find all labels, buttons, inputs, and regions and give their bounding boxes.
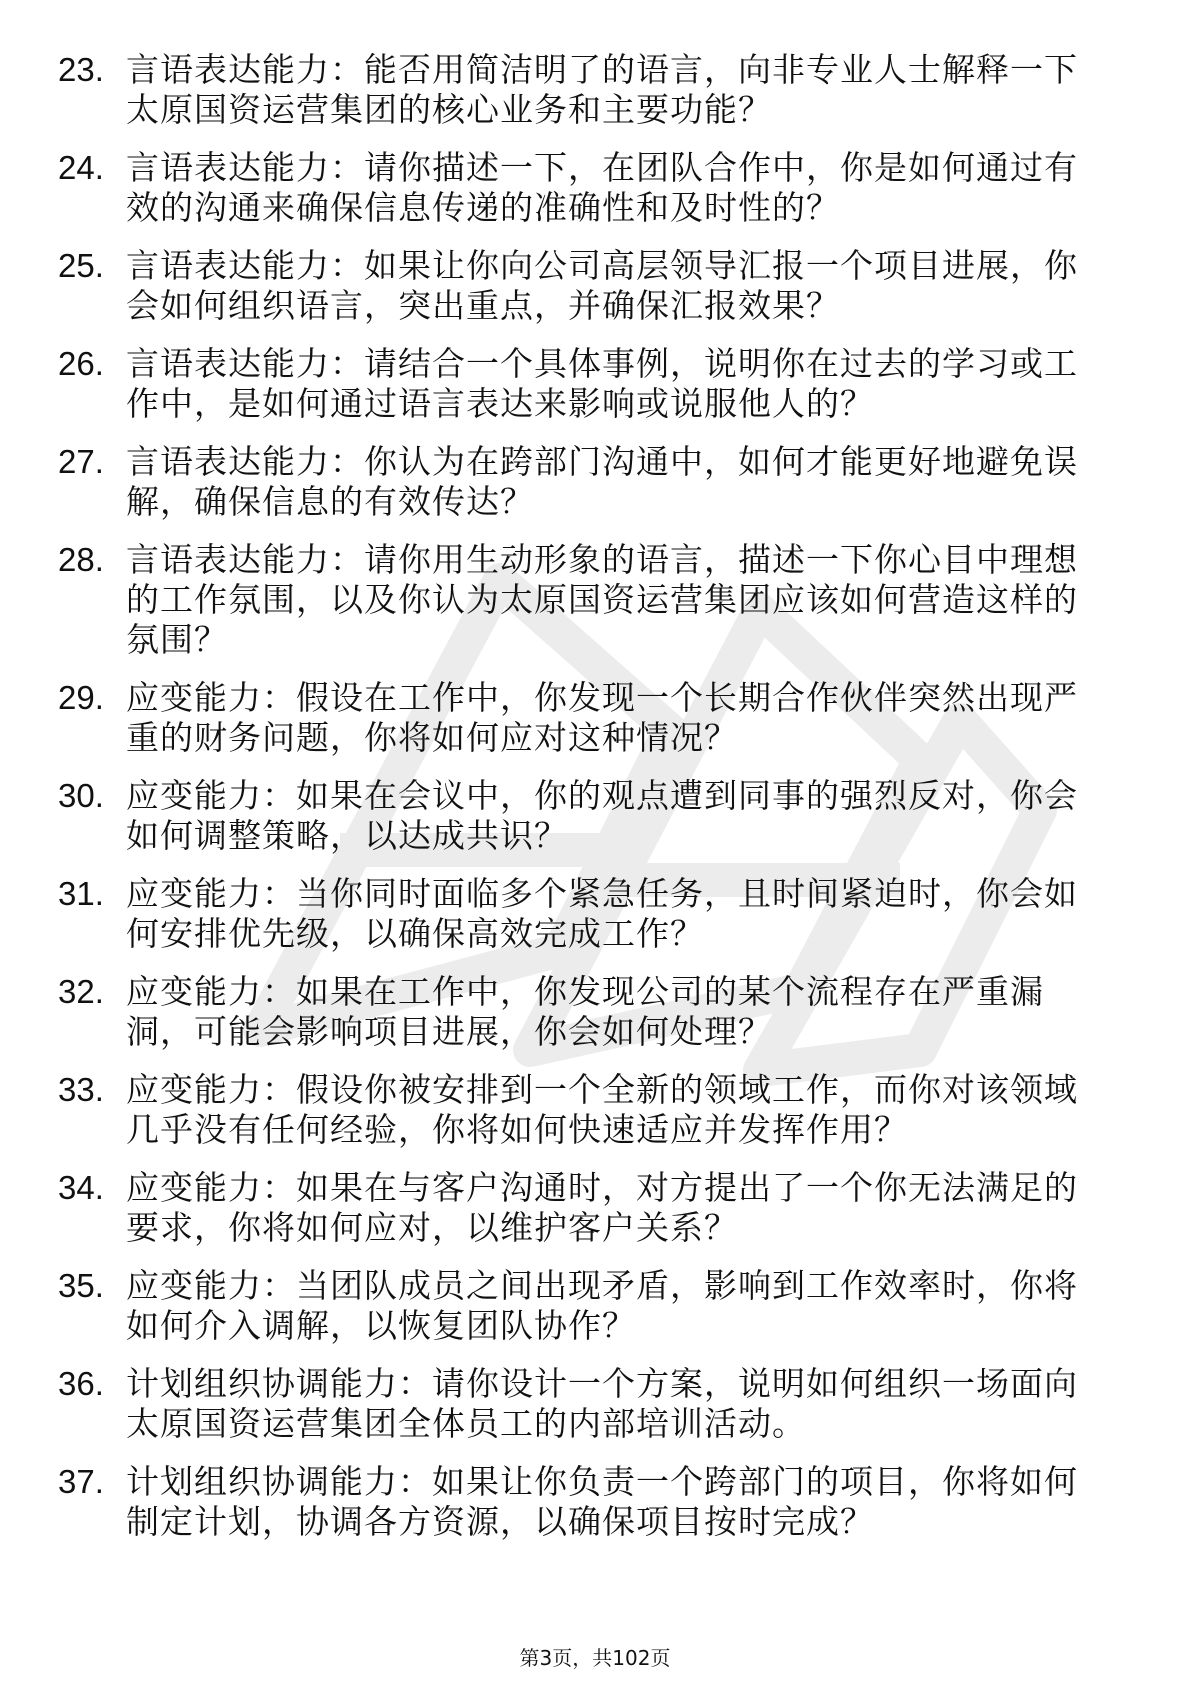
question-item bbox=[0, 50, 1190, 130]
question-item bbox=[0, 972, 1190, 1052]
question-number: 33. bbox=[58, 1071, 104, 1108]
question-text: 应变能力：如果在与客户沟通时，对方提出了一个你无法满足的要求，你将如何应对，以维护客户关系？ bbox=[126, 1168, 1078, 1247]
question-item bbox=[0, 1070, 1190, 1150]
question-item bbox=[0, 678, 1190, 758]
question-text: 应变能力：如果在会议中，你的观点遭到同事的强烈反对，你会如何调整策略，以达成共识？ bbox=[126, 776, 1078, 855]
question-item bbox=[0, 1168, 1190, 1248]
question-text: 计划组织协调能力：请你设计一个方案，说明如何组织一场面向太原国资运营集团全体员工的内部培训活动。 bbox=[126, 1364, 1078, 1443]
question-text: 计划组织协调能力：如果让你负责一个跨部门的项目，你将如何制定计划，协调各方资源，以确保项目按时完成？ bbox=[126, 1462, 1078, 1541]
question-item bbox=[0, 246, 1190, 326]
question-number: 35. bbox=[58, 1267, 104, 1304]
question-text: 应变能力：假设你被安排到一个全新的领域工作，而你对该领域几乎没有任何经验，你将如何快速适应并发挥作用？ bbox=[126, 1070, 1078, 1149]
question-item bbox=[0, 1266, 1190, 1346]
question-text: 言语表达能力：如果让你向公司高层领导汇报一个项目进展，你会如何组织语言，突出重点，并确保汇报效果？ bbox=[126, 246, 1078, 325]
question-item bbox=[0, 1364, 1190, 1444]
question-number: 27. bbox=[58, 443, 104, 480]
question-text: 应变能力：如果在工作中，你发现公司的某个流程存在严重漏洞，可能会影响项目进展，你会如何处理？ bbox=[126, 972, 1044, 1051]
question-text: 言语表达能力：请你描述一下，在团队合作中，你是如何通过有效的沟通来确保信息传递的准确性和及时性的？ bbox=[126, 148, 1078, 227]
question-list bbox=[0, 50, 1190, 1560]
question-number: 25. bbox=[58, 247, 104, 284]
question-number: 23. bbox=[58, 51, 104, 88]
question-number: 24. bbox=[58, 149, 104, 186]
page-footer: 第3页，共102页 bbox=[519, 1646, 671, 1670]
question-text: 应变能力：当你同时面临多个紧急任务，且时间紧迫时，你会如何安排优先级，以确保高效完成工作？ bbox=[126, 874, 1078, 953]
question-text: 言语表达能力：请结合一个具体事例，说明你在过去的学习或工作中，是如何通过语言表达来影响或说服他人的？ bbox=[126, 344, 1078, 423]
question-number: 34. bbox=[58, 1169, 104, 1206]
question-number: 26. bbox=[58, 345, 104, 382]
question-number: 32. bbox=[58, 973, 104, 1010]
question-item bbox=[0, 540, 1190, 660]
question-text: 言语表达能力：请你用生动形象的语言，描述一下你心目中理想的工作氛围，以及你认为太原国资运营集团应该如何营造这样的氛围？ bbox=[126, 540, 1078, 659]
question-item bbox=[0, 1462, 1190, 1542]
question-text: 言语表达能力：能否用简洁明了的语言，向非专业人士解释一下太原国资运营集团的核心业务和主要功能？ bbox=[126, 50, 1078, 129]
question-number: 30. bbox=[58, 777, 104, 814]
question-item bbox=[0, 874, 1190, 954]
question-number: 37. bbox=[58, 1463, 104, 1500]
question-text: 应变能力：假设在工作中，你发现一个长期合作伙伴突然出现严重的财务问题，你将如何应对这种情况？ bbox=[126, 678, 1078, 757]
question-number: 31. bbox=[58, 875, 104, 912]
question-text: 言语表达能力：你认为在跨部门沟通中，如何才能更好地避免误解，确保信息的有效传达？ bbox=[126, 442, 1078, 521]
question-number: 29. bbox=[58, 679, 104, 716]
question-item bbox=[0, 442, 1190, 522]
question-item bbox=[0, 776, 1190, 856]
question-text: 应变能力：当团队成员之间出现矛盾，影响到工作效率时，你将如何介入调解，以恢复团队协作？ bbox=[126, 1266, 1078, 1345]
question-number: 28. bbox=[58, 541, 104, 578]
question-item bbox=[0, 148, 1190, 228]
question-number: 36. bbox=[58, 1365, 104, 1402]
question-item bbox=[0, 344, 1190, 424]
